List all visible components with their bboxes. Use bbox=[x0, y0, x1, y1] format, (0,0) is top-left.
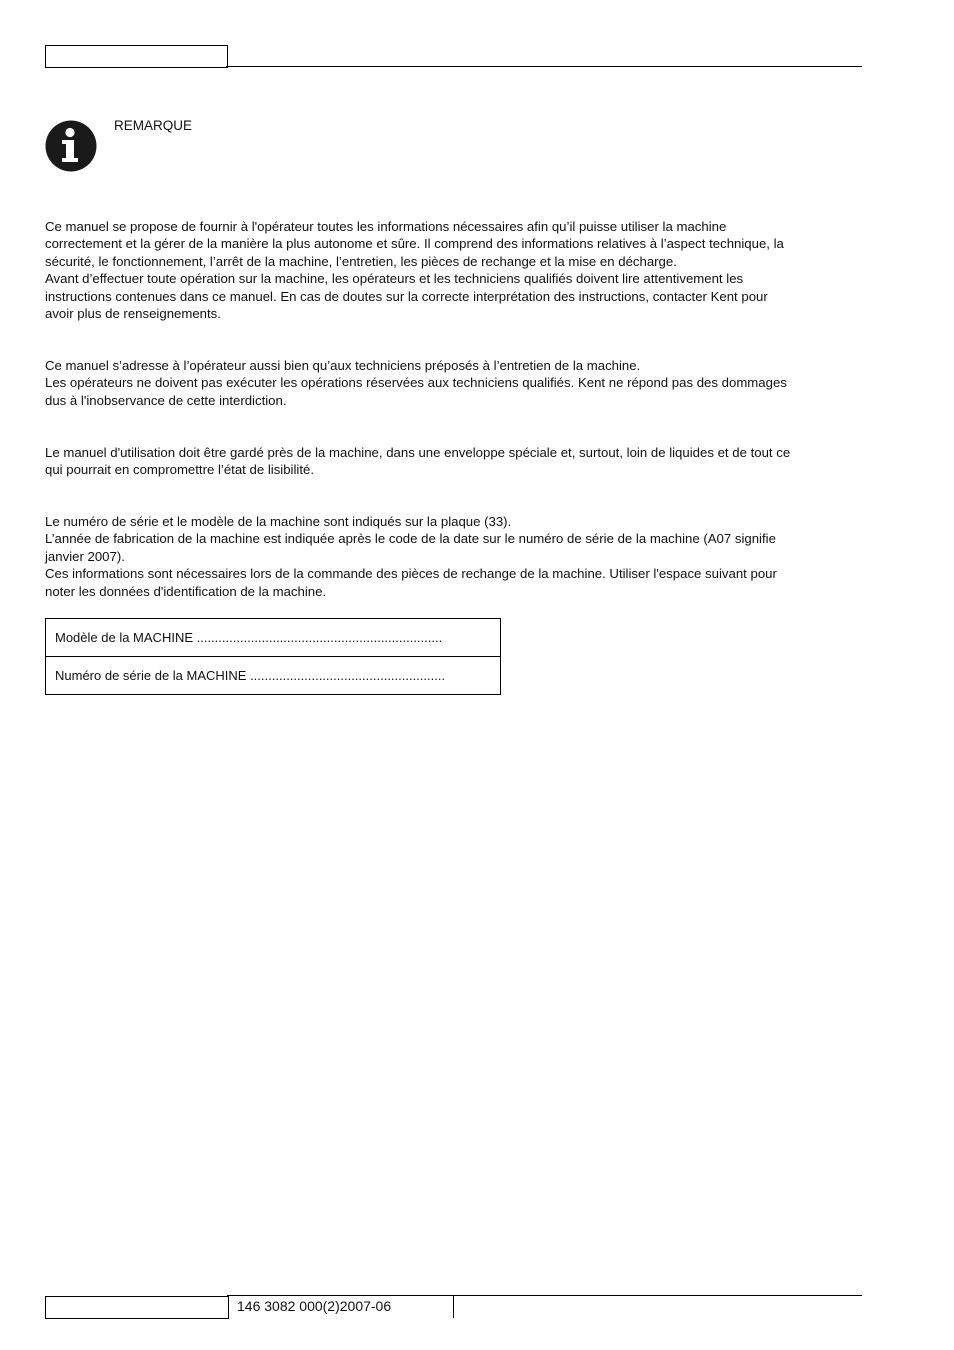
text-line: noter les données d'identification de la machine. bbox=[45, 583, 327, 599]
paragraph-audience bbox=[45, 357, 865, 409]
text-line: sécurité, le fonctionnement, l’arrêt de la machine, l’entretien, les pièces de rechange et la mise en décharge. bbox=[45, 253, 677, 269]
text-line: Les opérateurs ne doivent pas exécuter les opérations réservées aux techniciens qualifiés. Kent ne répond pas des dommages bbox=[45, 375, 787, 391]
text-line: L’année de fabrication de la machine est indiquée après le code de la date sur le numéro de série de la machine (A07 signifie bbox=[45, 531, 776, 547]
text-line: Avant d’effectuer toute opération sur la machine, les opérateurs et les techniciens qualifiés doivent lire attentivement les bbox=[45, 271, 744, 287]
text-line: avoir plus de renseignements. bbox=[45, 306, 221, 322]
footer-box bbox=[45, 1296, 229, 1319]
machine-serial-row: Numéro de série de la MACHINE ...................................................... bbox=[46, 656, 500, 694]
header-rule bbox=[226, 66, 862, 67]
text-line: Ce manuel s’adresse à l’opérateur aussi bien qu’aux techniciens préposés à l’entretien de la machine. bbox=[45, 358, 641, 373]
text-line: instructions contenues dans ce manuel. En cas de doutes sur la correcte interprétation des instructions, contacter Kent pour bbox=[45, 288, 768, 304]
identification-table bbox=[45, 618, 501, 695]
paragraph-identification bbox=[45, 513, 865, 600]
text-line: janvier 2007). bbox=[45, 548, 125, 564]
header-box bbox=[45, 45, 228, 68]
text-line: dus à l'inobservance de cette interdiction. bbox=[45, 392, 287, 408]
text-line: Le numéro de série et le modèle de la machine sont indiqués sur la plaque (33). bbox=[45, 514, 512, 529]
text-line: Ces informations sont nécessaires lors de la commande des pièces de rechange de la machine. Utiliser l'espace suivant pour bbox=[45, 566, 777, 582]
text-line: qui pourrait en compromettre l’état de lisibilité. bbox=[45, 462, 315, 478]
text-line: Le manuel d'utilisation doit être gardé près de la machine, dans une enveloppe spéciale et, surtout, loin de liquides et de tout ce bbox=[45, 445, 791, 460]
text-line: Ce manuel se propose de fournir à l'opérateur toutes les informations nécessaires afin qu’il puisse utiliser la machine bbox=[45, 219, 727, 234]
text-line: correctement et la gérer de la manière la plus autonome et sûre. Il comprend des informations relatives à l’aspect technique, la bbox=[45, 236, 784, 252]
machine-model-row: Modèle de la MACHINE .................................................................... bbox=[55, 630, 443, 645]
paragraph-storage bbox=[45, 444, 865, 479]
note-label: REMARQUE bbox=[114, 118, 193, 133]
document-code: 146 3082 000(2)2007-06 bbox=[237, 1298, 392, 1314]
info-icon bbox=[45, 120, 97, 172]
paragraph-purpose bbox=[45, 218, 865, 322]
